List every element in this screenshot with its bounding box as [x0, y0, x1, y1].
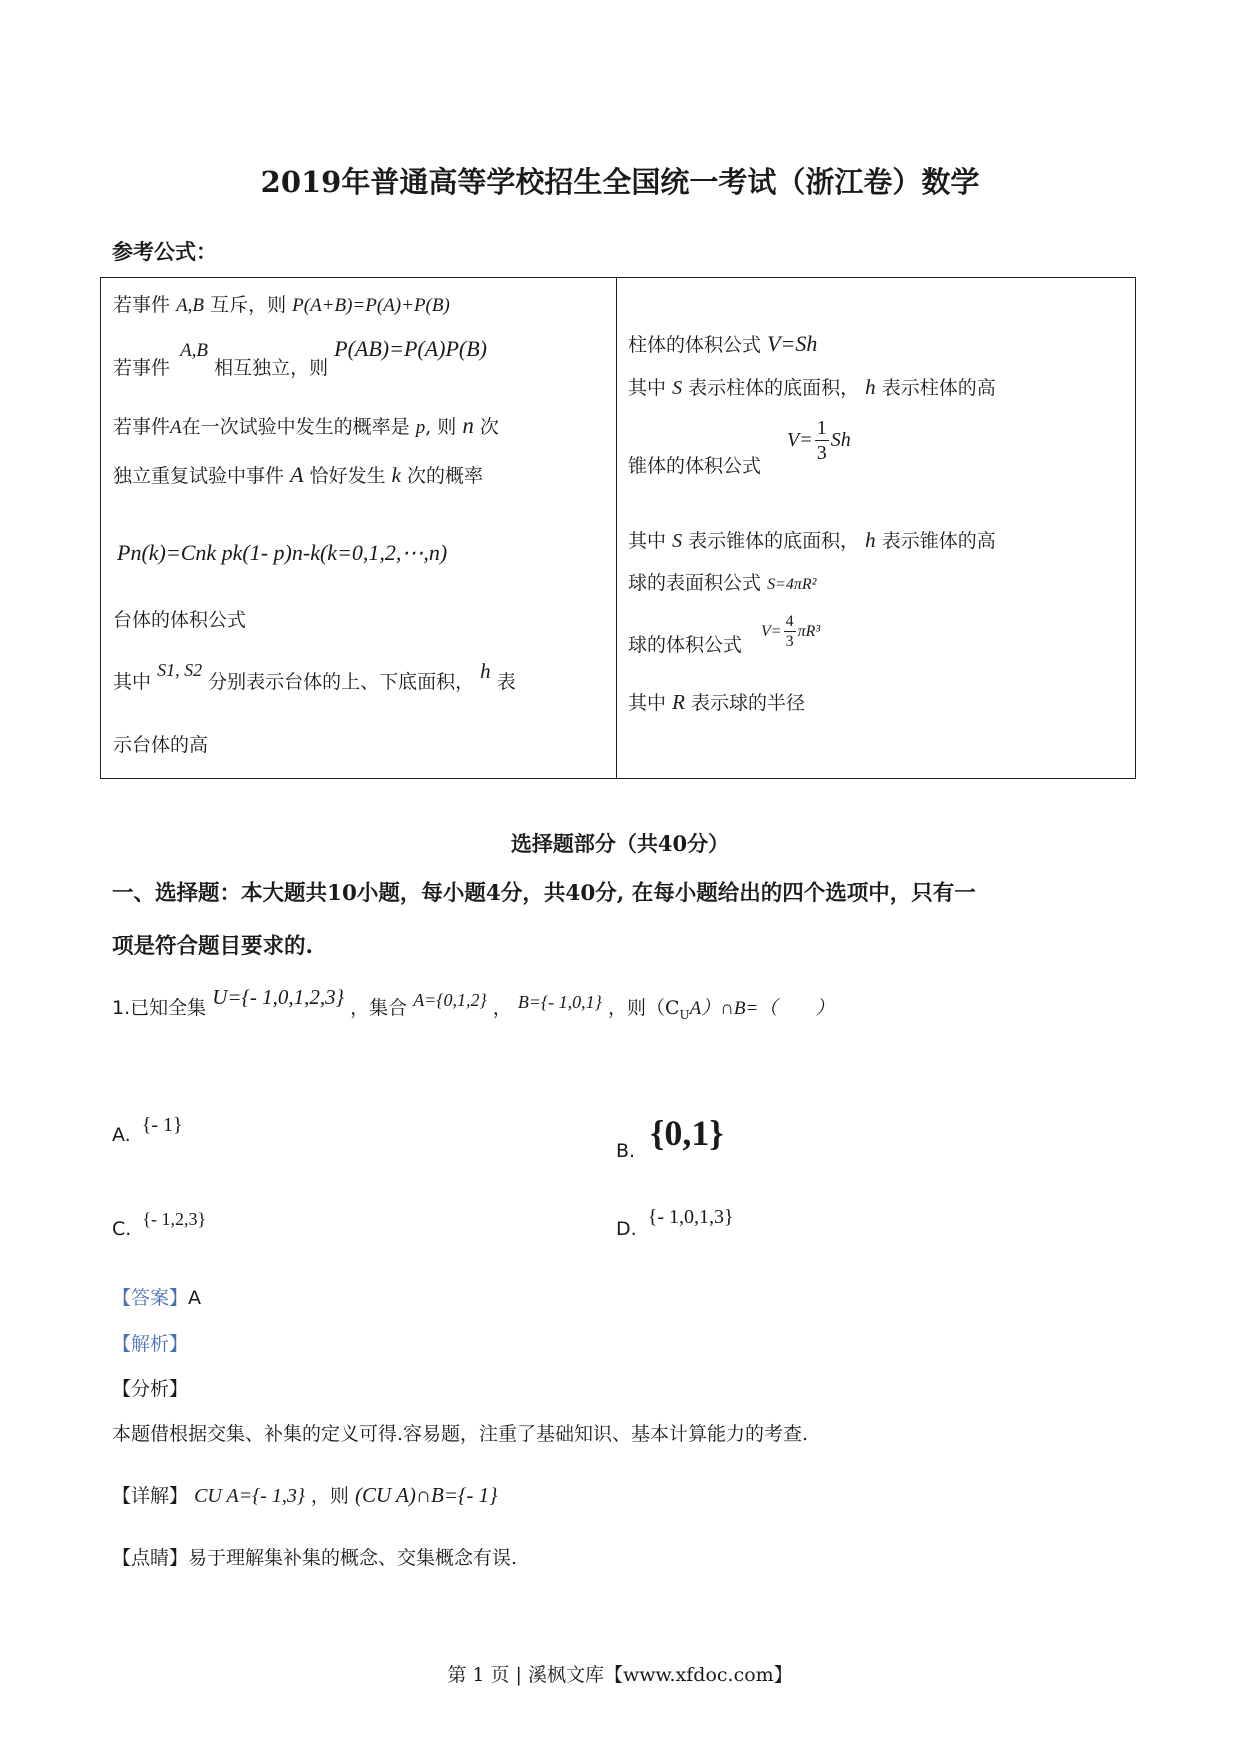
comment-line — [112, 1543, 517, 1570]
comment-text: 易于理解集补集的概念、交集概念有误. — [188, 1547, 518, 1569]
answer-label: 【答案】 — [112, 1287, 189, 1309]
comment-label: 【点睛】 — [112, 1547, 189, 1569]
fenxi-text: 本题借根据交集、补集的定义可得.容易题，注重了基础知识、基本计算能力的考查. — [112, 1423, 809, 1445]
instruction-line-1: 一、选择题：本大题共10小题，每小题4分，共40分, 在每小题给出的四个选项中，只有一 — [112, 881, 976, 906]
formula-text: 表示球的半径 — [690, 692, 805, 714]
formula-text: 其中 — [113, 671, 152, 693]
formula-bernoulli-intro — [113, 412, 499, 439]
formula-text: 表 — [496, 671, 516, 693]
fenxi-label: 【分析】 — [112, 1378, 189, 1400]
formula-text: 恰好发生 — [309, 465, 386, 487]
formula-text: 球的体积公式 — [628, 634, 743, 656]
formula-expression: P(AB)=P(A)P(B) — [334, 336, 488, 361]
formula-text: 若事件 — [113, 294, 171, 316]
set-u: U={- 1,0,1,2,3} — [212, 985, 345, 1009]
formula-var: h — [865, 528, 876, 552]
question-1 — [112, 985, 835, 1022]
answer-line — [112, 1283, 201, 1310]
formula-text: , 则 — [425, 416, 457, 438]
detail-expression: CU A={- 1,3} — [194, 1485, 305, 1507]
question-text: ，则（C — [607, 997, 680, 1019]
formula-var: n — [462, 413, 474, 438]
formula-var: A — [170, 417, 182, 438]
formula-var: S — [672, 530, 683, 552]
formula-text: 表示柱体的高 — [881, 377, 996, 399]
formula-text: 分别表示台体的上、下底面积， — [208, 671, 475, 693]
option-d[interactable] — [616, 1206, 734, 1241]
option-a[interactable] — [112, 1114, 183, 1147]
formula-text: 柱体的体积公式 — [628, 334, 762, 356]
formula-sphere-volume — [628, 630, 742, 657]
option-value: {- 1,0,1,3} — [647, 1206, 734, 1228]
option-letter: D. — [616, 1218, 637, 1240]
set-a: A={0,1,2} — [413, 990, 487, 1010]
formula-sphere-area — [628, 568, 816, 595]
option-value: {- 1,2,3} — [142, 1209, 207, 1229]
formula-rhs: Sh — [830, 429, 851, 451]
formula-vars: A,B — [176, 295, 205, 316]
formula-text: 若事件 — [113, 357, 171, 379]
question-text: ， — [492, 997, 512, 1019]
detail-expression: (CU A)∩B={- 1} — [354, 1483, 498, 1507]
option-b[interactable] — [616, 1113, 724, 1166]
formula-expression: P(A+B)=P(A)+P(B) — [292, 295, 450, 316]
detail-line — [112, 1481, 498, 1508]
formula-cone-volume — [628, 451, 761, 478]
question-prefix: 1.已知全集 — [112, 997, 207, 1019]
formula-text: 表示柱体的底面积， — [688, 377, 860, 399]
formula-text: 锥体的体积公式 — [628, 455, 762, 477]
fraction-numerator: 4 — [785, 613, 794, 630]
analysis-label: 【解析】 — [112, 1333, 189, 1355]
answer-value: A — [188, 1287, 202, 1309]
formula-mutually-exclusive — [113, 290, 450, 317]
option-letter: A. — [112, 1124, 131, 1146]
page-footer: 第 1 页 | 溪枫文库【www.xfdoc.com】 — [447, 1664, 793, 1686]
frustum-description — [113, 659, 516, 694]
detail-label: 【详解】 — [112, 1485, 189, 1507]
formula-text: 相互独立，则 — [214, 357, 329, 379]
cone-volume-expression — [787, 416, 851, 465]
fraction-numerator: 1 — [816, 417, 827, 439]
set-b: B={- 1,0,1} — [517, 992, 602, 1012]
prism-description — [628, 373, 996, 400]
formula-var: h — [865, 375, 876, 399]
formula-binomial — [117, 540, 447, 566]
formula-text: 其中 — [628, 692, 667, 714]
section-title: 选择题部分（共40分） — [510, 831, 730, 856]
table-divider — [616, 277, 617, 779]
formula-vars: A,B — [180, 340, 209, 361]
formula-text: 独立重复试验中事件 — [113, 465, 285, 487]
option-letter: C. — [112, 1218, 132, 1240]
fraction — [784, 612, 796, 651]
formula-text: 次的概率 — [407, 465, 484, 487]
formula-bernoulli-intro-2 — [113, 461, 483, 488]
formula-text: 其中 — [628, 377, 667, 399]
formula-var: k — [391, 463, 401, 487]
formula-lhs: V= — [761, 622, 782, 640]
frustum-description-2: 示台体的高 — [113, 734, 209, 756]
frustum-volume-label: 台体的体积公式 — [113, 609, 247, 631]
formula-independent — [113, 336, 488, 380]
formula-var: p — [415, 417, 426, 438]
formula-var: R — [672, 690, 685, 714]
sphere-volume-expression — [761, 612, 820, 651]
instruction-line-2: 项是符合题目要求的. — [112, 934, 313, 959]
cone-description — [628, 526, 996, 553]
fraction-denominator: 3 — [816, 442, 827, 464]
formula-text: 若事件 — [113, 416, 171, 438]
formula-expression: S=4πR² — [767, 576, 817, 593]
formula-lhs: V= — [787, 429, 813, 451]
fraction — [815, 416, 829, 465]
formula-var: S — [672, 377, 683, 399]
question-subscript: U — [679, 1007, 690, 1022]
question-text: A）∩B=（ ） — [689, 998, 835, 1019]
formula-var: h — [480, 659, 491, 683]
formula-vars: S1, S2 — [157, 660, 203, 680]
formula-text: 次 — [479, 416, 499, 438]
page-title: 2019年普通高等学校招生全国统一考试（浙江卷）数学 — [260, 165, 980, 199]
formula-prism-volume — [628, 330, 817, 357]
formula-rhs: πR³ — [797, 622, 821, 640]
question-text: ，集合 — [350, 997, 408, 1019]
fraction-denominator: 3 — [785, 633, 794, 650]
formula-expression: V=Sh — [767, 331, 818, 356]
option-value: {0,1} — [650, 1113, 724, 1153]
formula-text: 互斥，则 — [210, 294, 287, 316]
formula-text: 其中 — [628, 530, 667, 552]
binomial-expression: Pn(k)=Cnk pk(1- p)n-k(k=0,1,2,⋯,n) — [117, 540, 448, 565]
formula-text: 球的表面积公式 — [628, 572, 762, 594]
formula-var: A — [290, 462, 304, 487]
reference-formulas-label: 参考公式： — [112, 239, 217, 264]
detail-text: ，则 — [310, 1485, 349, 1507]
option-value: {- 1} — [141, 1114, 183, 1136]
sphere-description — [628, 688, 805, 715]
option-c[interactable] — [112, 1209, 207, 1240]
formula-text: 表示锥体的底面积， — [688, 530, 860, 552]
formula-text: 在一次试验中发生的概率是 — [181, 416, 410, 438]
formula-text: 表示锥体的高 — [881, 530, 996, 552]
option-letter: B. — [616, 1140, 636, 1162]
